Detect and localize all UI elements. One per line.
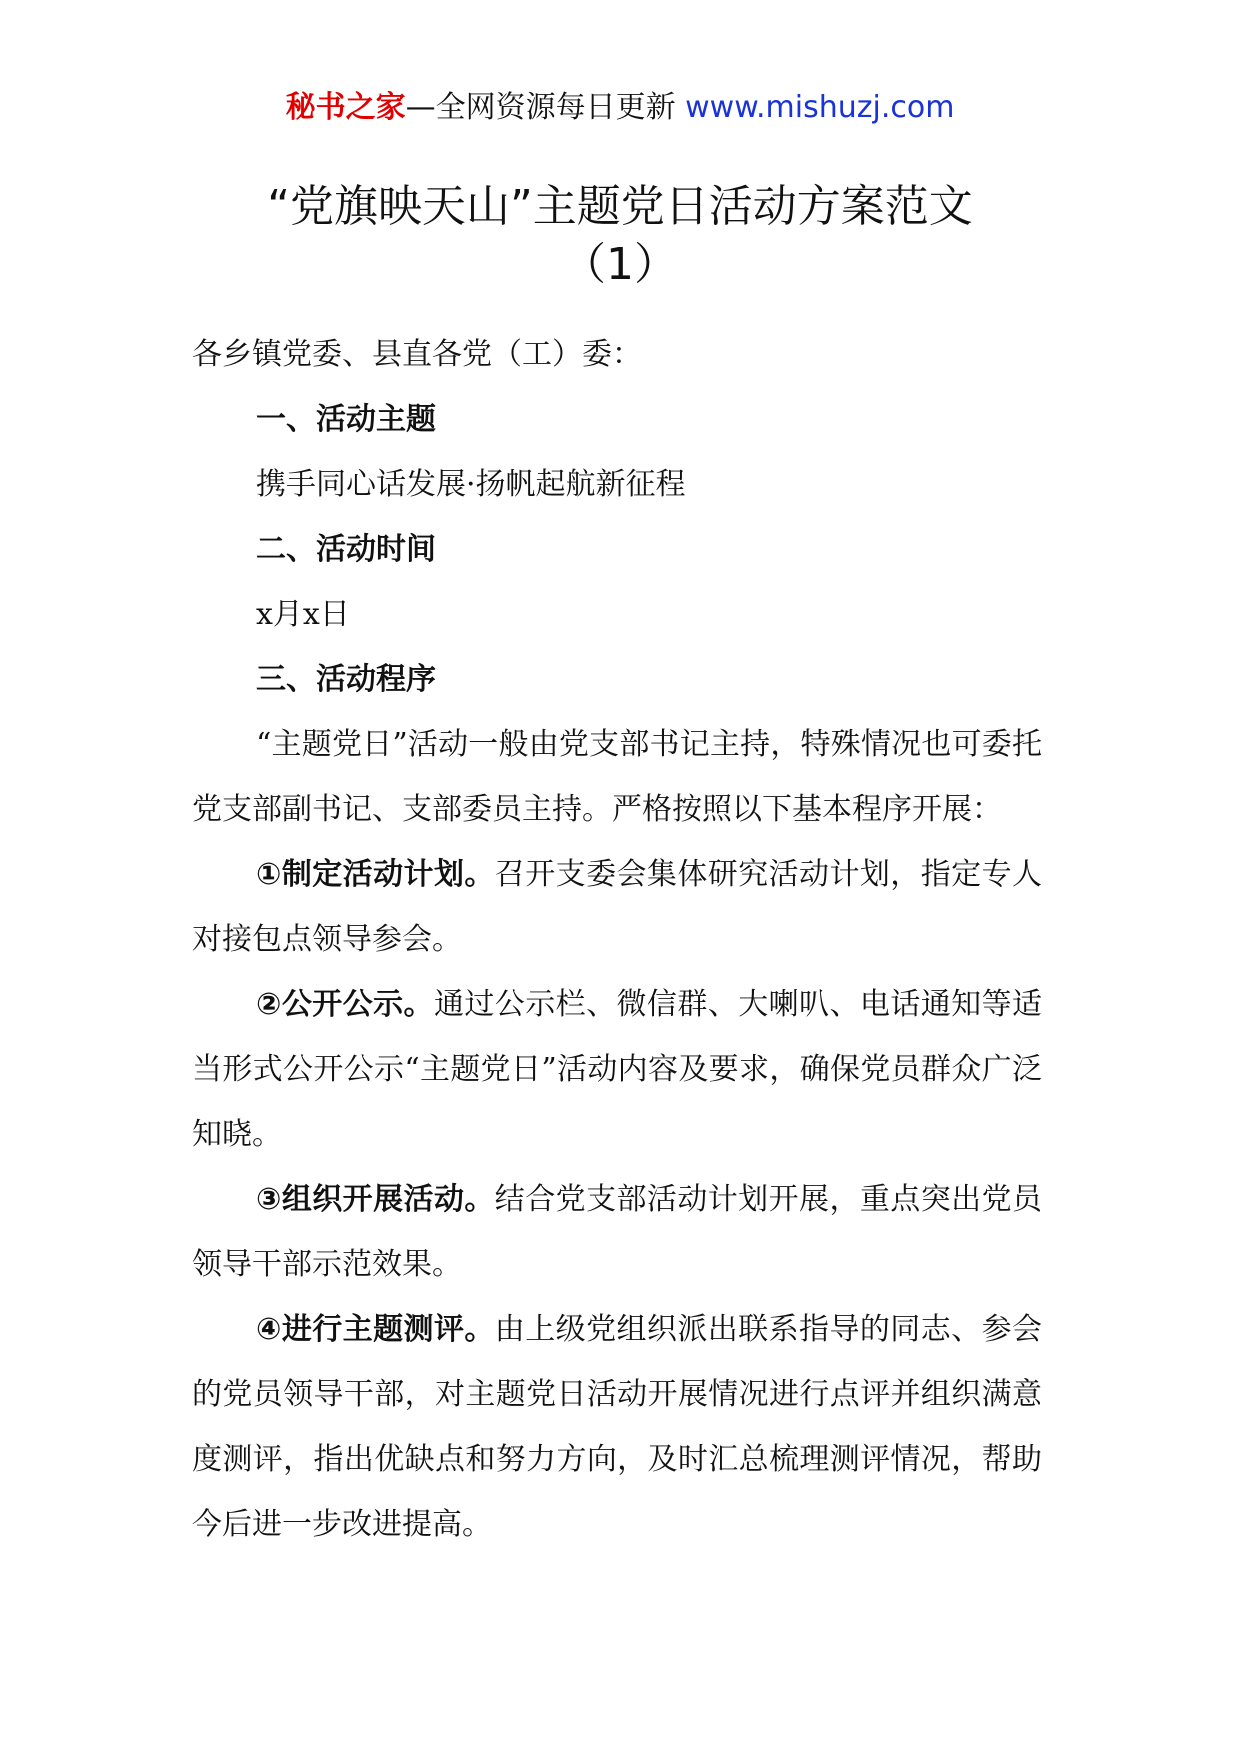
site-header <box>0 88 1240 128</box>
document-title <box>150 178 1090 294</box>
step-4-lead: ④进行主题测评。 <box>256 1312 495 1347</box>
salutation: 各乡镇党委、县直各党（工）委： <box>192 337 642 372</box>
step-4-text: 由上级党组织派出联系指导的同志、参会的党员领导干部，对主题党日活动开展情况进行点评并组织满意度测评，指出优缺点和努力方向，及时汇总梳理测评情况，帮助今后进一步改进提高。 <box>192 1312 1043 1542</box>
step-4 <box>192 1297 1042 1557</box>
section-content-time: x月x日 <box>256 597 350 632</box>
document-body <box>192 322 1042 1557</box>
section-heading-procedure: 三、活动程序 <box>256 662 436 697</box>
step-1-text: 召开支委会集体研究活动计划，指定专人对接包点领导参会。 <box>192 857 1043 957</box>
step-1-lead: ①制定活动计划。 <box>256 857 495 892</box>
step-3-text: 结合党支部活动计划开展，重点突出党员领导干部示范效果。 <box>192 1182 1043 1282</box>
title-line-2: （1） <box>562 239 678 290</box>
site-url-link[interactable]: www.mishuzj.com <box>685 90 955 125</box>
step-2-text: 通过公示栏、微信群、大喇叭、电话通知等适当形式公开公示“主题党日”活动内容及要求，确保党员群众广泛知晓。 <box>192 987 1043 1152</box>
section-heading-time: 二、活动时间 <box>256 532 436 567</box>
procedure-intro: “主题党日”活动一般由党支部书记主持，特殊情况也可委托党支部副书记、支部委员主持。严格按照以下基本程序开展： <box>192 727 1042 827</box>
title-line-1: “党旗映天山”主题党日活动方案范文 <box>267 181 973 232</box>
header-tagline: —全网资源每日更新 <box>405 90 676 125</box>
step-2 <box>192 972 1042 1167</box>
step-1 <box>192 842 1042 972</box>
section-heading-theme: 一、活动主题 <box>256 402 436 437</box>
section-content-theme: 携手同心话发展·扬帆起航新征程 <box>256 467 686 502</box>
brand-name: 秘书之家 <box>285 90 406 125</box>
step-3 <box>192 1167 1042 1297</box>
step-3-lead: ③组织开展活动。 <box>256 1182 495 1217</box>
step-2-lead: ②公开公示。 <box>256 987 434 1022</box>
